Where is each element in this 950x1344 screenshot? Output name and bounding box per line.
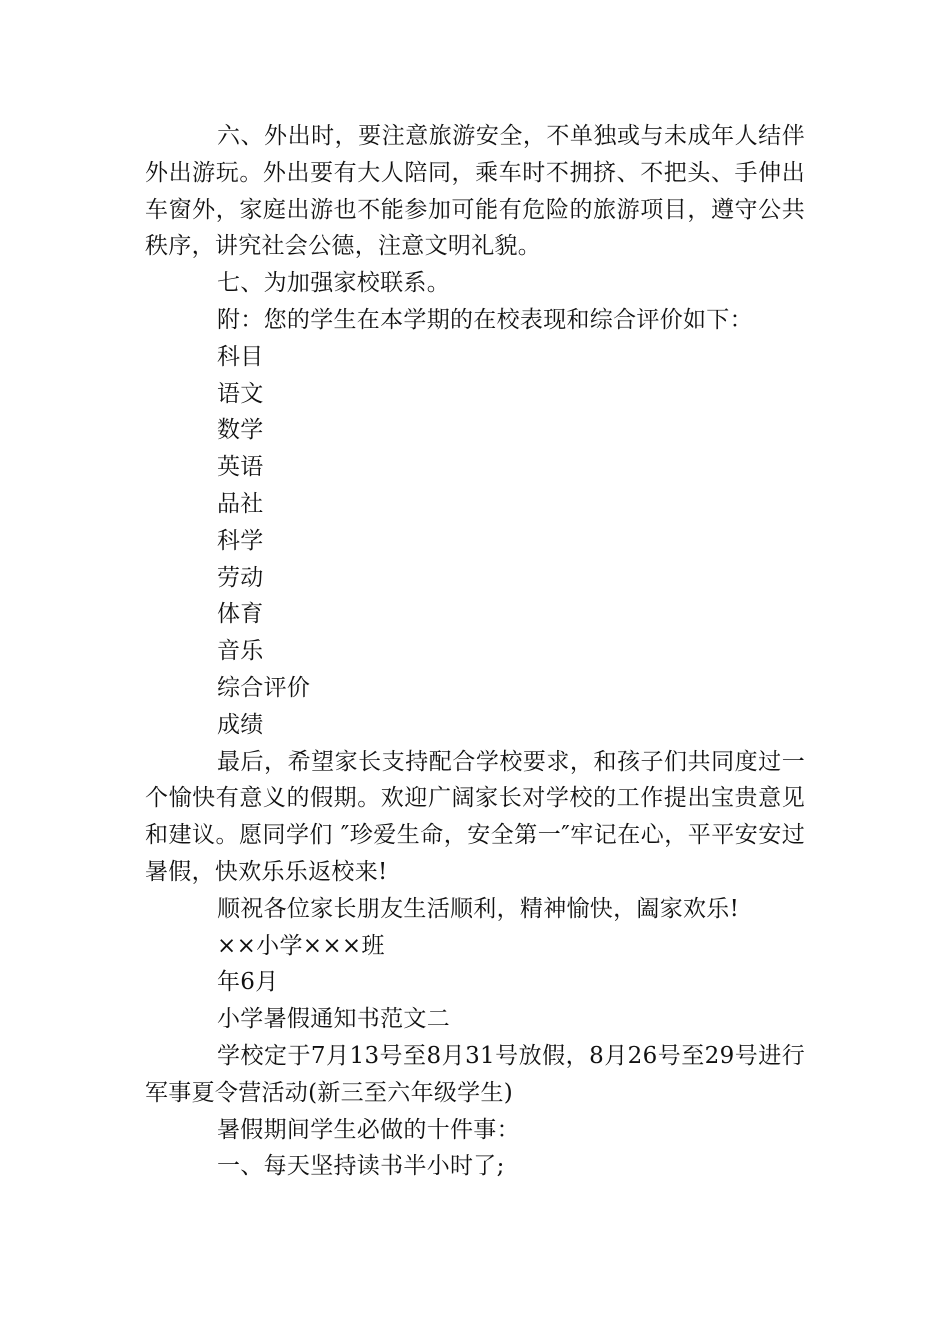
subject-math: 数学 [217, 417, 264, 444]
grade-label: 成绩 [217, 711, 264, 738]
paragraph-wishes: 顺祝各位家长朋友生活顺利，精神愉快，阖家欢乐! [217, 895, 740, 922]
subject-english: 英语 [217, 454, 264, 481]
overall-evaluation: 综合评价 [217, 674, 311, 701]
paragraph-item-one: 一、每天坚持读书半小时了; [217, 1153, 505, 1180]
subject-heading: 科目 [217, 343, 264, 370]
paragraph-closing-hope: 最后，希望家长支持配合学校要求，和孩子们共同度过一个愉快有意义的假期。欢迎广阔家长对学校的工作提出宝贵意见和建议。愿同学们 ″珍爱生命，安全第一″牢记在心，平平安安过暑假，快欢乐乐返校来! [145, 748, 805, 885]
paragraph-holiday-dates: 学校定于7月13号至8月31号放假，8月26号至29号进行军事夏令营活动(新三至六年级学生) [145, 1042, 805, 1106]
subject-chinese: 语文 [217, 380, 264, 407]
subject-morality-society: 品社 [217, 490, 264, 517]
paragraph-travel-safety: 六、外出时，要注意旅游安全，不单独或与未成年人结伴外出游玩。外出要有大人陪同，乘车时不拥挤、不把头、手伸出车窗外，家庭出游也不能参加可能有危险的旅游项目，遵守公共秩序，讲究社会公德，注意文明礼貌。 [145, 123, 805, 260]
signature-class: ××小学×××班 [217, 932, 385, 959]
subject-music: 音乐 [217, 638, 264, 665]
paragraph-evaluation-intro: 附：您的学生在本学期的在校表现和综合评价如下： [217, 306, 753, 333]
paragraph-ten-things-intro: 暑假期间学生必做的十件事： [217, 1116, 520, 1143]
document-body [145, 118, 805, 1185]
subject-science: 科学 [217, 527, 264, 554]
subject-labor: 劳动 [217, 564, 264, 591]
paragraph-home-school-contact: 七、为加强家校联系。 [217, 270, 450, 297]
section-title-second-sample: 小学暑假通知书范文二 [217, 1006, 450, 1033]
signature-date: 年6月 [217, 969, 279, 996]
subject-pe: 体育 [217, 601, 264, 628]
